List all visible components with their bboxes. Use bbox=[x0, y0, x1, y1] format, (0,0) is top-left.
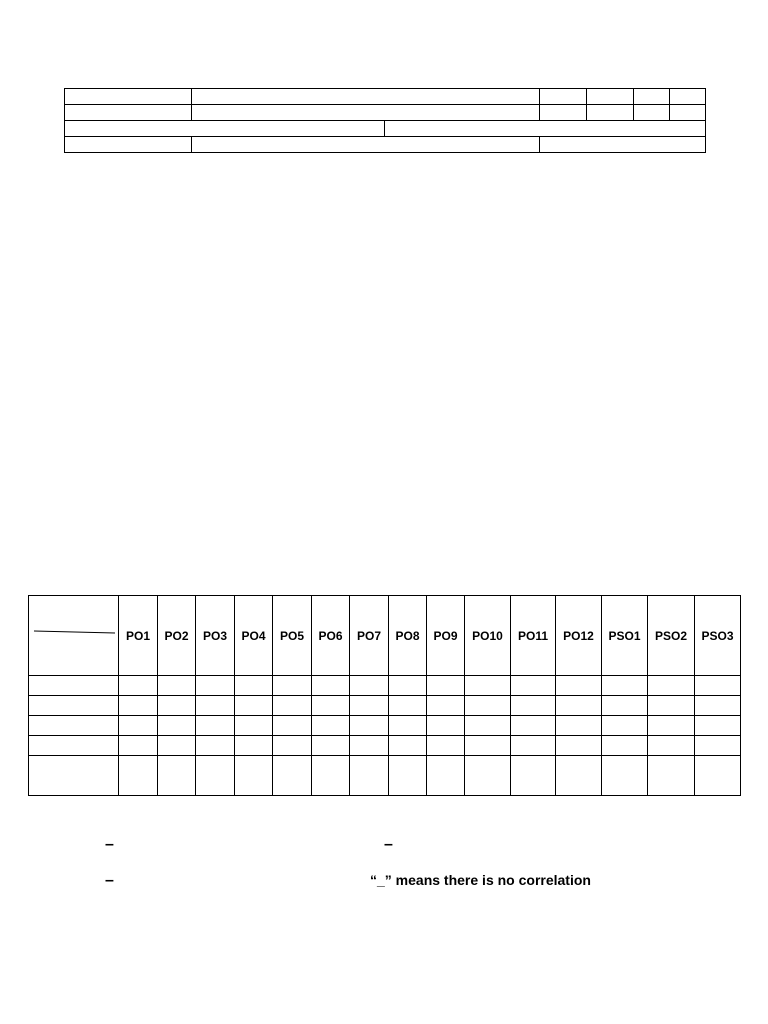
header-cell bbox=[540, 137, 706, 153]
legend-dash: – bbox=[105, 836, 114, 853]
header-cell bbox=[587, 105, 634, 121]
mapping-cell bbox=[556, 696, 602, 716]
header-cell bbox=[65, 105, 192, 121]
mapping-cell bbox=[350, 756, 389, 796]
mapping-cell bbox=[235, 696, 273, 716]
mapping-cell bbox=[158, 716, 196, 736]
corner-cell bbox=[29, 596, 119, 676]
mapping-cell bbox=[465, 756, 511, 796]
mapping-cell bbox=[119, 716, 158, 736]
mapping-cell bbox=[196, 696, 235, 716]
mapping-cell bbox=[350, 716, 389, 736]
mapping-cell bbox=[556, 736, 602, 756]
legend-dash: – bbox=[105, 872, 114, 889]
mapping-cell bbox=[427, 756, 465, 796]
header-cell bbox=[65, 89, 192, 105]
mapping-cell bbox=[312, 736, 350, 756]
mapping-cell bbox=[273, 736, 312, 756]
column-header-pso1: PSO1 bbox=[602, 596, 648, 676]
column-header-po6: PO6 bbox=[312, 596, 350, 676]
mapping-cell bbox=[695, 716, 741, 736]
header-cell bbox=[192, 89, 540, 105]
column-header-po1: PO1 bbox=[119, 596, 158, 676]
mapping-cell bbox=[350, 696, 389, 716]
mapping-cell bbox=[648, 716, 695, 736]
mapping-cell bbox=[648, 696, 695, 716]
mapping-cell bbox=[556, 756, 602, 796]
header-cell bbox=[540, 105, 587, 121]
mapping-cell bbox=[511, 736, 556, 756]
mapping-cell bbox=[312, 696, 350, 716]
mapping-cell bbox=[602, 756, 648, 796]
table-row bbox=[29, 716, 741, 736]
mapping-cell bbox=[158, 756, 196, 796]
column-header-po4: PO4 bbox=[235, 596, 273, 676]
mapping-cell bbox=[602, 676, 648, 696]
mapping-cell bbox=[465, 696, 511, 716]
column-header-po2: PO2 bbox=[158, 596, 196, 676]
mapping-cell bbox=[602, 696, 648, 716]
mapping-cell bbox=[389, 756, 427, 796]
mapping-cell bbox=[427, 736, 465, 756]
co-label-cell bbox=[29, 756, 119, 796]
header-cell bbox=[65, 121, 385, 137]
mapping-cell bbox=[273, 716, 312, 736]
column-header-pso2: PSO2 bbox=[648, 596, 695, 676]
mapping-cell bbox=[158, 676, 196, 696]
column-header-po3: PO3 bbox=[196, 596, 235, 676]
column-header-po10: PO10 bbox=[465, 596, 511, 676]
column-header-po5: PO5 bbox=[273, 596, 312, 676]
header-row bbox=[65, 121, 706, 137]
mapping-cell bbox=[648, 676, 695, 696]
co-po-mapping-table bbox=[28, 595, 741, 796]
mapping-cell bbox=[119, 756, 158, 796]
co-label-cell bbox=[29, 736, 119, 756]
header-row bbox=[65, 89, 706, 105]
mapping-cell bbox=[119, 736, 158, 756]
mapping-cell bbox=[427, 676, 465, 696]
table-row bbox=[29, 736, 741, 756]
mapping-cell bbox=[465, 676, 511, 696]
mapping-cell bbox=[427, 716, 465, 736]
header-cell bbox=[634, 89, 670, 105]
mapping-cell bbox=[235, 756, 273, 796]
table-row bbox=[29, 756, 741, 796]
mapping-cell bbox=[648, 756, 695, 796]
mapping-cell bbox=[695, 696, 741, 716]
mapping-cell bbox=[695, 736, 741, 756]
mapping-cell bbox=[312, 676, 350, 696]
mapping-cell bbox=[235, 736, 273, 756]
mapping-cell bbox=[350, 676, 389, 696]
column-header-pso3: PSO3 bbox=[695, 596, 741, 676]
mapping-cell bbox=[511, 756, 556, 796]
table-row bbox=[29, 676, 741, 696]
mapping-cell bbox=[695, 676, 741, 696]
mapping-cell bbox=[465, 736, 511, 756]
course-header-table bbox=[64, 88, 706, 153]
mapping-cell bbox=[389, 736, 427, 756]
co-label-cell bbox=[29, 696, 119, 716]
column-header-po9: PO9 bbox=[427, 596, 465, 676]
mapping-cell bbox=[695, 756, 741, 796]
mapping-cell bbox=[196, 736, 235, 756]
mapping-cell bbox=[648, 736, 695, 756]
header-cell bbox=[634, 105, 670, 121]
mapping-cell bbox=[389, 716, 427, 736]
mapping-cell bbox=[273, 756, 312, 796]
no-correlation-note: “_” means there is no correlation bbox=[370, 872, 591, 888]
header-cell bbox=[587, 89, 634, 105]
mapping-cell bbox=[196, 716, 235, 736]
table-row bbox=[29, 696, 741, 716]
mapping-cell bbox=[119, 696, 158, 716]
diagonal-line bbox=[29, 596, 119, 675]
mapping-cell bbox=[312, 756, 350, 796]
header-cell bbox=[192, 137, 540, 153]
header-cell bbox=[65, 137, 192, 153]
mapping-cell bbox=[602, 736, 648, 756]
mapping-cell bbox=[273, 696, 312, 716]
mapping-cell bbox=[511, 696, 556, 716]
mapping-cell bbox=[158, 696, 196, 716]
mapping-cell bbox=[465, 716, 511, 736]
mapping-cell bbox=[158, 736, 196, 756]
header-cell bbox=[385, 121, 706, 137]
co-label-cell bbox=[29, 676, 119, 696]
column-header-po8: PO8 bbox=[389, 596, 427, 676]
mapping-cell bbox=[427, 696, 465, 716]
mapping-cell bbox=[235, 676, 273, 696]
mapping-cell bbox=[602, 716, 648, 736]
column-header-po7: PO7 bbox=[350, 596, 389, 676]
mapping-cell bbox=[235, 716, 273, 736]
header-cell bbox=[192, 105, 540, 121]
mapping-cell bbox=[196, 756, 235, 796]
mapping-header-row bbox=[29, 596, 741, 676]
column-header-po12: PO12 bbox=[556, 596, 602, 676]
legend-dash: – bbox=[384, 836, 393, 853]
mapping-cell bbox=[273, 676, 312, 696]
header-row bbox=[65, 105, 706, 121]
header-cell bbox=[540, 89, 587, 105]
mapping-cell bbox=[350, 736, 389, 756]
header-cell bbox=[670, 105, 706, 121]
mapping-cell bbox=[196, 676, 235, 696]
mapping-cell bbox=[556, 676, 602, 696]
co-label-cell bbox=[29, 716, 119, 736]
column-header-po11: PO11 bbox=[511, 596, 556, 676]
mapping-cell bbox=[556, 716, 602, 736]
mapping-cell bbox=[389, 676, 427, 696]
mapping-cell bbox=[119, 676, 158, 696]
header-row bbox=[65, 137, 706, 153]
mapping-cell bbox=[389, 696, 427, 716]
header-cell bbox=[670, 89, 706, 105]
mapping-cell bbox=[511, 676, 556, 696]
mapping-cell bbox=[511, 716, 556, 736]
mapping-cell bbox=[312, 716, 350, 736]
